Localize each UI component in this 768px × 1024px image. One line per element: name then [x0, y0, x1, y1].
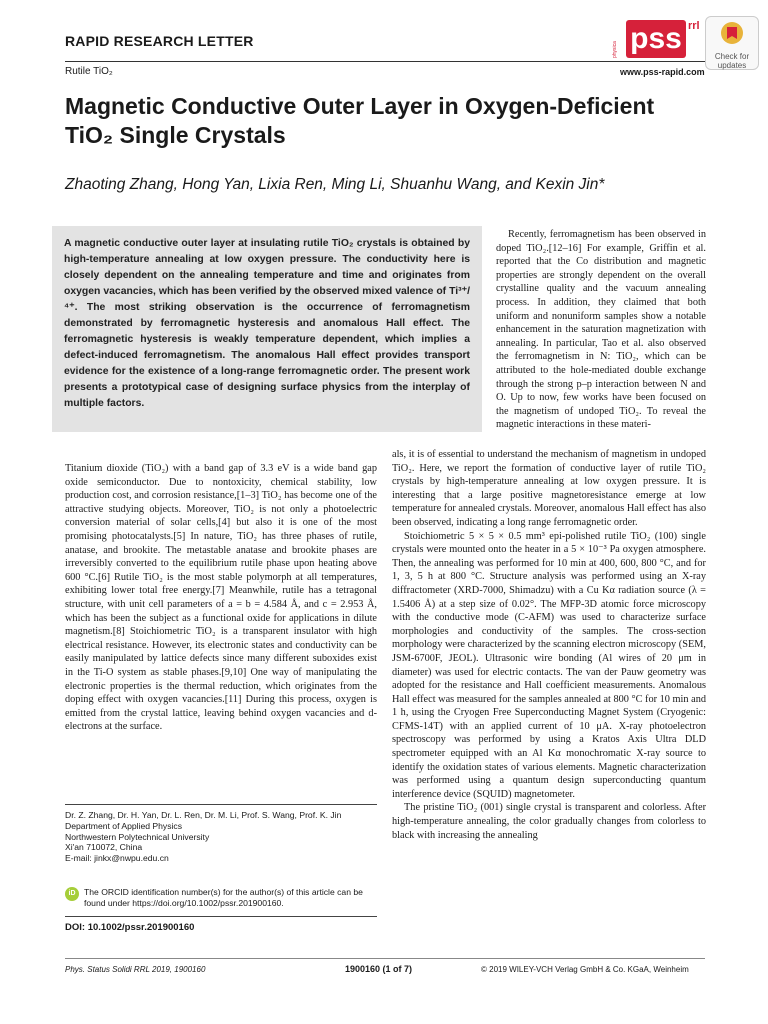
- logo-side-text: physica: [612, 41, 618, 58]
- doi-link[interactable]: DOI: 10.1002/pssr.201900160: [65, 922, 195, 933]
- check-for-updates-button[interactable]: [705, 16, 759, 70]
- section-label: Rutile TiO₂: [65, 66, 113, 77]
- abstract-text: A magnetic conductive outer layer at insulating rutile TiO₂ crystals is obtained by high-temperature annealing at low oxygen pressure. The conductivity here is closely dependent on the annealing temperature and time and originates from oxygen vacancies, which has been verified by the observed mixed valence of Ti³⁺/⁴⁺. The most striking observation is the occurrence of ferromagnetism demonstrated by ferromagnetic hysteresis and anomalous Hall effect. The ferromagnetic hysteresis is weakly temperature dependent, which implies a defect-induced ferromagnetism. The anomalous Hall effect provides transport evidence for the existence of a long-range ferromagnetic order. The present work presents a prototypical case of designing surface physics from the interplay of multiple factors.: [64, 238, 470, 409]
- paragraph: als, it is of essential to understand the mechanism of magnetism in undoped TiO₂. Here, we report the formation of conductive layer of rutile TiO₂ crystals by high-temperature annealing at low oxygen pressure. It is interesting that a large positive magnetoresistance emerge at low temperature for annealed crystals. Moreover, anomalous Hall effect has also been observed, indicating a long range ferromagnetic order.: [392, 449, 706, 528]
- check-for-updates-label: Check for updates: [714, 52, 750, 70]
- orcid-icon: iD: [65, 887, 79, 901]
- header-divider: [65, 61, 705, 62]
- paragraph: Recently, ferromagnetism has been observed in doped TiO₂.[12–16] For example, Griffin et al. reported that the Co distribution and magnetic properties are strongly dependent on the overall crystalline quality and the vacuum annealing process. In addition, they claimed that both uniform and nonuniform samples show a notable enhancement in the saturation magnetization with annealing. In particular, Tao et al. also observed the ferromagnetism in N: TiO₂, which can be attributed to the hole-mediated double exchange through the strong p–p interaction between N and O. Up to now, few works have been focused on the magnetism of undoped TiO₂. To reveal the magnetic interactions in these materi-: [496, 229, 706, 431]
- logo-superscript: rrl: [688, 20, 700, 32]
- affiliation-city: Xi'an 710072, China: [65, 842, 143, 853]
- author-list: Zhaoting Zhang, Hong Yan, Lixia Ren, Ming Li, Shuanhu Wang, and Kexin Jin*: [65, 176, 605, 193]
- orcid-text[interactable]: The ORCID identification number(s) for the author(s) of this article can be found under https://doi.org/10.1002/pssr.201900160.: [84, 887, 363, 908]
- footer-copyright: © 2019 WILEY-VCH Verlag GmbH & Co. KGaA, Weinheim: [481, 965, 689, 974]
- article-title: Magnetic Conductive Outer Layer in Oxygen-Deficient TiO₂ Single Crystals: [65, 93, 655, 148]
- page-number: 1900160 (1 of 7): [345, 964, 413, 974]
- article-type: RAPID RESEARCH LETTER: [65, 33, 254, 49]
- affiliation-email-link[interactable]: E-mail: jinkx@nwpu.edu.cn: [65, 853, 169, 864]
- doi-divider: [65, 916, 377, 917]
- paragraph: Stoichiometric 5 × 5 × 0.5 mm³ epi-polished rutile TiO₂ (100) single crystals were mounted onto the heater in a 5 × 10⁻³ Pa oxygen atmosphere. Then, the annealing was performed for 10 min at 400, 600, 800 °C, and for 1, 3, 5 h at 800 °C. Structure analysis was performed using an X-ray diffractometer (XRD-7000, Shimadzu) with a Cu Kα radiation source (λ = 1.5406 Å) at a step size of 0.02°. The MFP-3D atomic force microscopy with the conductive mode (C-AFM) was used to characterize surface morphologies and conductivity of the samples. The cross-section morphology were characterized by the scanning electron microscopy (SEM, JSM-6700F, JEOL). Ultrasonic wire bonding (Al wires of 20 μm in diameter) was used for electric contacts. The van der Pauw geometry was adopted for the resistance and Hall coefficient measurements. Anomalous Hall effect was measured for the samples annealed at 800 °C for 10 min and 1 h, using the Cryogen Free Superconducting Magnet System (Cryogenic: CFMS-14T) with an applied current of 10 μA. X-ray photoelectron spectroscopy was performed by using a Kratos Axis Ultra DLD spectrometer equipped with an Al Kα monochromatic X-ray source to identify the oxidation states of various elements. Magnetic characterization was performed using a quantum design superconducting quantum interference device (SQUID) magnetometer.: [392, 530, 706, 800]
- affiliation-block: [65, 810, 377, 864]
- right-column: [392, 448, 706, 842]
- paragraph: The pristine TiO₂ (001) single crystal is transparent and colorless. After high-temperature annealing, the color gradually changes from colorless to black with increasing the annealing: [392, 802, 706, 841]
- affiliation-divider: [65, 804, 377, 805]
- footer-citation: Phys. Status Solidi RRL 2019, 1900160: [65, 965, 206, 974]
- bookmark-icon: [720, 21, 744, 45]
- logo-pss-text: pss: [626, 20, 686, 58]
- right-column-intro: [496, 228, 706, 432]
- paragraph: Titanium dioxide (TiO₂) with a band gap of 3.3 eV is a wide band gap oxide semiconductor. Due to nontoxicity, chemical stability, low production cost, and corrosion resistance,[1–3] TiO₂ has become one of the attractive studying objects. Moreover, TiO₂ is not only a photoelectric conversion material of solar cells,[4] but also it is one of the most promising photocatalysts.[5] In nature, TiO₂ has three phases of rutile, anatase, and brookite. The metastable anatase and brookite phases are irreversibly converted to the equilibrium rutile phase upon heating above 600 °C.[6] Rutile TiO₂ is the most stable polymorph at all temperatures, exhibiting lower total free energy.[7] Meanwhile, rutile has a tetragonal structure, with unit cell parameters of a = b = 4.584 Å, and c = 2.953 Å, which has been the subject as a functional oxide for applications in dilute magnetism.[8] Stoichiometric TiO₂ is a transparent insulator with high electrical resistance. However, its electronic states and conductivity can be easily manipulated by lattice defects since many different suboxides exist in the Ti-O system as stable phases.[9,10] One way of manipulating the electronic properties is the thermal reduction, which originates from the doping effect with oxygen vacancies.[11] During this process, oxygen is emitted from the crystal lattice, leaving behind oxygen vacancies and d-electrons at the surface.: [65, 463, 377, 733]
- footer-divider: [65, 958, 705, 959]
- orcid-note: [65, 887, 377, 909]
- journal-website-link[interactable]: www.pss-rapid.com: [620, 67, 705, 77]
- affiliation-names: Dr. Z. Zhang, Dr. H. Yan, Dr. L. Ren, Dr. M. Li, Prof. S. Wang, Prof. K. Jin: [65, 810, 342, 820]
- left-column: [65, 462, 377, 734]
- abstract-box: [52, 226, 482, 432]
- journal-logo[interactable]: [612, 18, 708, 62]
- affiliation-dept: Department of Applied Physics: [65, 820, 183, 831]
- affiliation-univ: Northwestern Polytechnical University: [65, 831, 210, 842]
